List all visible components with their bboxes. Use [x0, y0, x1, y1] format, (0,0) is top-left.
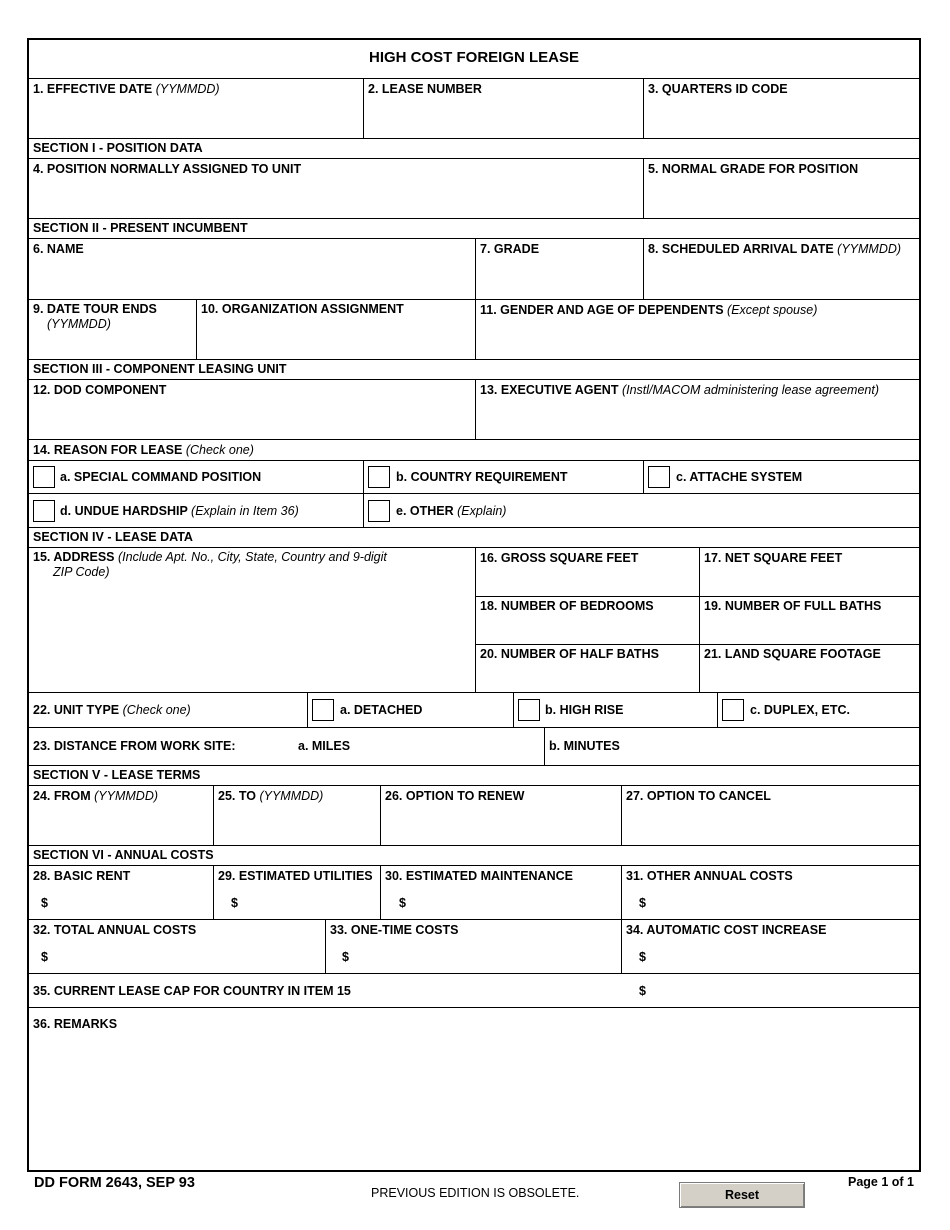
form-id: DD FORM 2643, SEP 93	[34, 1175, 195, 1191]
miles-field[interactable]: a. MILES	[298, 739, 351, 753]
reason-hint: (Check one)	[185, 443, 254, 457]
form-title: HIGH COST FOREIGN LEASE	[368, 49, 579, 66]
option-renew-field[interactable]: 26. OPTION TO RENEW	[385, 789, 525, 803]
high-rise-label: b. HIGH RISE	[545, 703, 624, 717]
quarters-id-field[interactable]: 3. QUARTERS ID CODE	[648, 82, 788, 96]
undue-hardship-checkbox[interactable]	[33, 500, 55, 522]
lease-number-field[interactable]: 2. LEASE NUMBER	[368, 82, 482, 96]
land-sqft-field[interactable]: 21. LAND SQUARE FOOTAGE	[704, 647, 881, 661]
special-command-label: a. SPECIAL COMMAND POSITION	[60, 470, 262, 484]
maintenance-field[interactable]: 30. ESTIMATED MAINTENANCE	[385, 869, 573, 883]
basic-rent-currency: $	[41, 896, 48, 910]
other-reason-hint: (Explain)	[457, 504, 507, 518]
lease-cap-currency: $	[639, 984, 646, 998]
form-frame	[27, 38, 921, 1172]
minutes-field[interactable]: b. MINUTES	[549, 739, 620, 753]
to-date-label: 25. TO	[218, 789, 256, 803]
one-time-field[interactable]: 33. ONE-TIME COSTS	[330, 923, 459, 937]
detached-checkbox[interactable]	[312, 699, 334, 721]
attache-system-label: c. ATTACHE SYSTEM	[676, 470, 803, 484]
position-field[interactable]: 4. POSITION NORMALLY ASSIGNED TO UNIT	[33, 162, 302, 176]
detached-label: a. DETACHED	[340, 703, 423, 717]
other-costs-currency: $	[639, 896, 646, 910]
arrival-date-label: 8. SCHEDULED ARRIVAL DATE	[648, 242, 834, 256]
normal-grade-field[interactable]: 5. NORMAL GRADE FOR POSITION	[648, 162, 859, 176]
tour-ends-field[interactable]	[33, 302, 157, 332]
dependents-field[interactable]	[480, 303, 817, 318]
other-reason-text	[396, 504, 506, 519]
country-requirement-checkbox[interactable]	[368, 466, 390, 488]
one-time-currency: $	[342, 950, 349, 964]
full-baths-field[interactable]: 19. NUMBER OF FULL BATHS	[704, 599, 882, 613]
attache-system-checkbox[interactable]	[648, 466, 670, 488]
other-costs-field[interactable]: 31. OTHER ANNUAL COSTS	[626, 869, 793, 883]
unit-type-hint: (Check one)	[122, 703, 191, 717]
duplex-checkbox[interactable]	[722, 699, 744, 721]
high-rise-checkbox[interactable]	[518, 699, 540, 721]
address-field[interactable]	[33, 550, 387, 580]
country-requirement-label: b. COUNTRY REQUIREMENT	[396, 470, 568, 484]
duplex-label: c. DUPLEX, ETC.	[750, 703, 851, 717]
undue-hardship-text	[60, 504, 299, 519]
section-iii-header: SECTION III - COMPONENT LEASING UNIT	[33, 362, 287, 376]
arrival-date-hint: (YYMMDD)	[837, 242, 902, 256]
address-hint-line2: ZIP Code)	[53, 565, 110, 579]
reset-button[interactable]: Reset	[679, 1182, 805, 1208]
undue-hardship-hint: (Explain in Item 36)	[191, 504, 299, 518]
distance-label: 23. DISTANCE FROM WORK SITE:	[33, 739, 236, 753]
name-field[interactable]: 6. NAME	[33, 242, 84, 256]
from-date-field[interactable]	[33, 789, 158, 804]
grade-field[interactable]: 7. GRADE	[480, 242, 540, 256]
from-date-label: 24. FROM	[33, 789, 91, 803]
net-sqft-field[interactable]: 17. NET SQUARE FEET	[704, 551, 843, 565]
executive-agent-label: 13. EXECUTIVE AGENT	[480, 383, 619, 397]
undue-hardship-label: d. UNDUE HARDSHIP	[60, 504, 188, 518]
effective-date-label: 1. EFFECTIVE DATE	[33, 82, 153, 96]
other-reason-label: e. OTHER	[396, 504, 454, 518]
section-v-header: SECTION V - LEASE TERMS	[33, 768, 201, 782]
other-reason-checkbox[interactable]	[368, 500, 390, 522]
bedrooms-field[interactable]: 18. NUMBER OF BEDROOMS	[480, 599, 654, 613]
unit-type-header	[33, 703, 191, 718]
utilities-field[interactable]: 29. ESTIMATED UTILITIES	[218, 869, 373, 883]
organization-field[interactable]: 10. ORGANIZATION ASSIGNMENT	[201, 302, 404, 316]
tour-ends-label: 9. DATE TOUR ENDS	[33, 302, 157, 316]
remarks-field[interactable]: 36. REMARKS	[33, 1017, 118, 1031]
page-number: Page 1 of 1	[848, 1175, 914, 1189]
tour-ends-hint: (YYMMDD)	[47, 317, 111, 331]
maintenance-currency: $	[399, 896, 406, 910]
address-hint: (Include Apt. No., City, State, Country and 9-digit	[118, 550, 387, 564]
to-date-field[interactable]	[218, 789, 323, 804]
arrival-date-field[interactable]	[648, 242, 901, 257]
to-date-hint: (YYMMDD)	[259, 789, 324, 803]
lease-cap-field[interactable]: 35. CURRENT LEASE CAP FOR COUNTRY IN ITEM 15	[33, 984, 351, 998]
basic-rent-field[interactable]: 28. BASIC RENT	[33, 869, 131, 883]
auto-increase-field[interactable]: 34. AUTOMATIC COST INCREASE	[626, 923, 827, 937]
unit-type-label: 22. UNIT TYPE	[33, 703, 120, 717]
obsolete-notice: PREVIOUS EDITION IS OBSOLETE.	[371, 1186, 580, 1200]
special-command-checkbox[interactable]	[33, 466, 55, 488]
section-i-header: SECTION I - POSITION DATA	[33, 141, 203, 155]
executive-agent-hint: (Instl/MACOM administering lease agreement)	[621, 383, 879, 397]
total-annual-currency: $	[41, 950, 48, 964]
reason-label: 14. REASON FOR LEASE	[33, 443, 183, 457]
section-ii-header: SECTION II - PRESENT INCUMBENT	[33, 221, 248, 235]
executive-agent-field[interactable]	[480, 383, 879, 398]
option-cancel-field[interactable]: 27. OPTION TO CANCEL	[626, 789, 771, 803]
section-vi-header: SECTION VI - ANNUAL COSTS	[33, 848, 214, 862]
utilities-currency: $	[231, 896, 238, 910]
dependents-label: 11. GENDER AND AGE OF DEPENDENTS	[480, 303, 724, 317]
half-baths-field[interactable]: 20. NUMBER OF HALF BATHS	[480, 647, 659, 661]
address-label: 15. ADDRESS	[33, 550, 115, 564]
auto-increase-currency: $	[639, 950, 646, 964]
section-iv-header: SECTION IV - LEASE DATA	[33, 530, 193, 544]
effective-date-hint: (YYMMDD)	[155, 82, 220, 96]
from-date-hint: (YYMMDD)	[94, 789, 159, 803]
gross-sqft-field[interactable]: 16. GROSS SQUARE FEET	[480, 551, 639, 565]
dependents-hint: (Except spouse)	[727, 303, 818, 317]
reason-header	[33, 443, 254, 458]
effective-date-field[interactable]	[33, 82, 220, 97]
dod-component-field[interactable]: 12. DOD COMPONENT	[33, 383, 167, 397]
total-annual-field[interactable]: 32. TOTAL ANNUAL COSTS	[33, 923, 197, 937]
